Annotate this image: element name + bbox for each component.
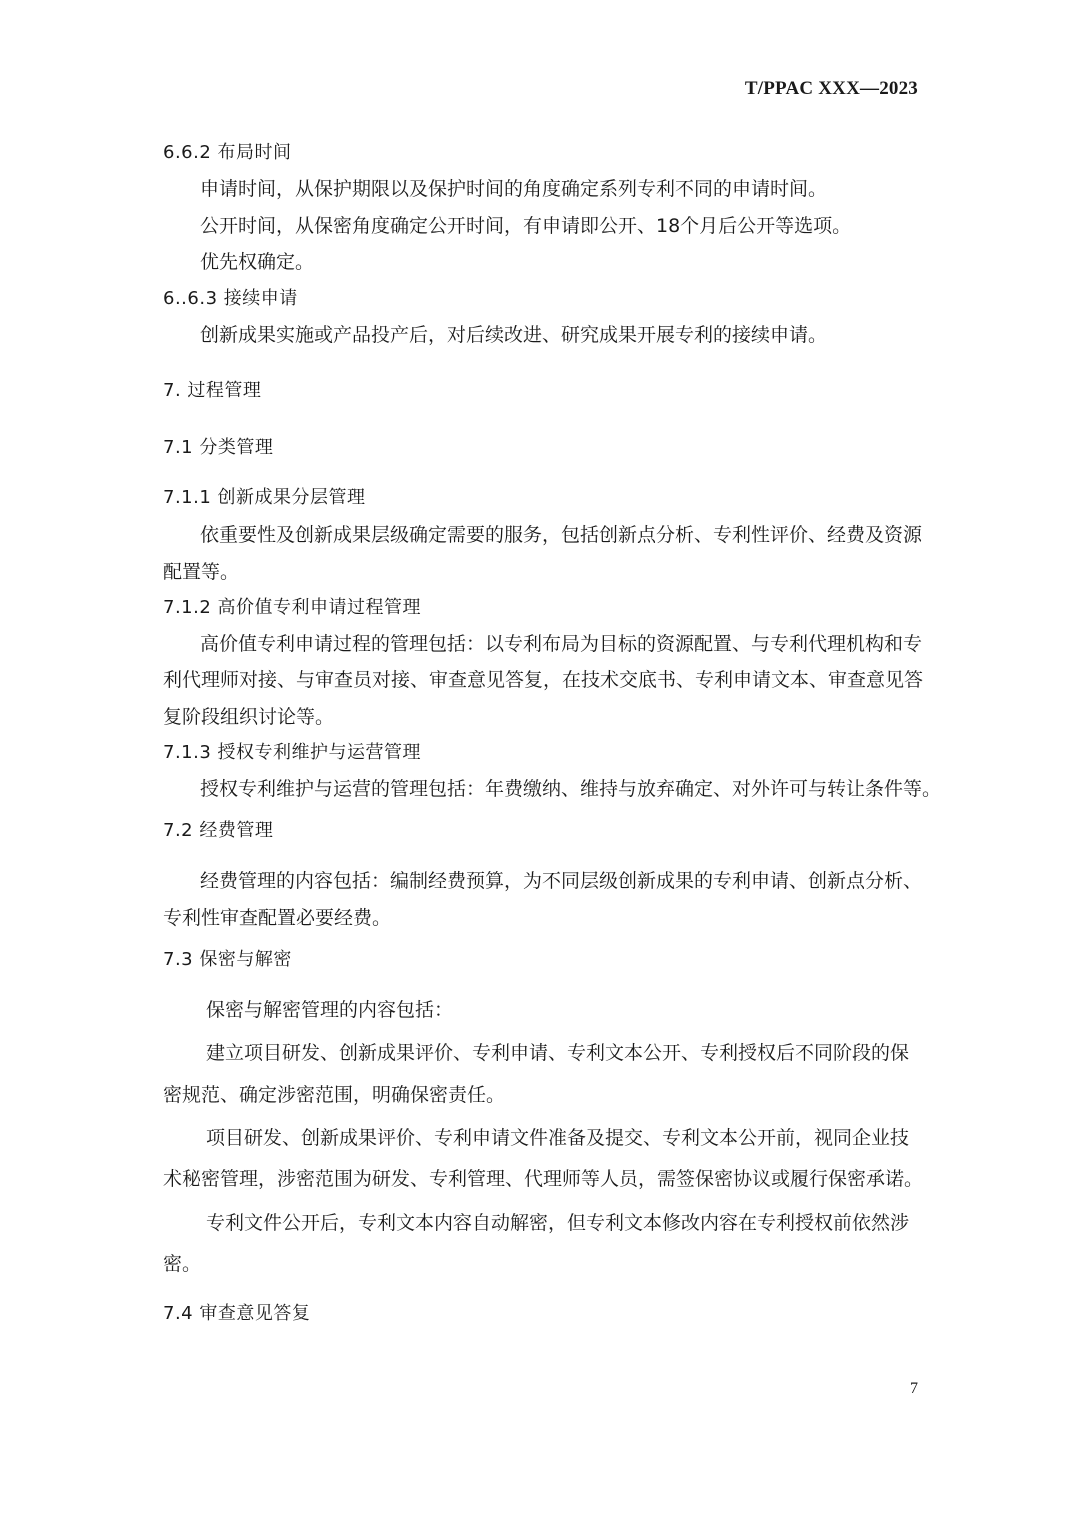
heading-7-1-3: 7.1.3 授权专利维护与运营管理 — [163, 742, 422, 763]
paragraph-line: 申请时间，从保护期限以及保护时间的角度确定系列专利不同的申请时间。 — [200, 178, 828, 200]
paragraph-line: 公开时间，从保密角度确定公开时间，有申请即公开、18个月后公开等选项。 — [200, 215, 852, 237]
paragraph-line: 创新成果实施或产品投产后，对后续改进、研究成果开展专利的接续申请。 — [200, 324, 828, 346]
paragraph-line: 术秘密管理，涉密范围为研发、专利管理、代理师等人员，需签保密协议或履行保密承诺。 — [163, 1168, 924, 1190]
document-code: T/PPAC XXX—2023 — [744, 78, 918, 99]
paragraph-line: 配置等。 — [163, 561, 240, 583]
heading-6-6-2: 6.6.2 布局时间 — [163, 142, 292, 163]
heading-7-4: 7.4 审查意见答复 — [163, 1303, 311, 1324]
heading-7-2: 7.2 经费管理 — [163, 820, 274, 841]
paragraph-line: 专利文件公开后，专利文本内容自动解密，但专利文本修改内容在专利授权前依然涉 — [206, 1212, 910, 1234]
paragraph-line: 利代理师对接、与审查员对接、审查意见答复，在技术交底书、专利申请文本、审查意见答 — [163, 669, 924, 691]
paragraph-line: 复阶段组织讨论等。 — [163, 706, 335, 728]
paragraph-line: 建立项目研发、创新成果评价、专利申请、专利文本公开、专利授权后不同阶段的保 — [206, 1042, 910, 1064]
heading-7-3: 7.3 保密与解密 — [163, 949, 292, 970]
paragraph-line: 依重要性及创新成果层级确定需要的服务，包括创新点分析、专利性评价、经费及资源 — [200, 524, 923, 546]
paragraph-line: 高价值专利申请过程的管理包括：以专利布局为目标的资源配置、与专利代理机构和专 — [200, 633, 923, 655]
paragraph-line: 优先权确定。 — [200, 251, 315, 273]
heading-7: 7. 过程管理 — [163, 380, 262, 401]
heading-7-1: 7.1 分类管理 — [163, 437, 274, 458]
heading-6-6-3: 6..6.3 接续申请 — [163, 288, 298, 309]
paragraph-line: 项目研发、创新成果评价、专利申请文件准备及提交、专利文本公开前，视同企业技 — [206, 1127, 910, 1149]
paragraph-line: 专利性审查配置必要经费。 — [163, 907, 392, 929]
paragraph-line: 保密与解密管理的内容包括： — [206, 999, 454, 1021]
paragraph-line: 经费管理的内容包括：编制经费预算，为不同层级创新成果的专利申请、创新点分析、 — [200, 870, 923, 892]
paragraph-line: 密。 — [163, 1253, 202, 1275]
paragraph-line: 密规范、确定涉密范围，明确保密责任。 — [163, 1084, 506, 1106]
paragraph-line: 授权专利维护与运营的管理包括：年费缴纳、维持与放弃确定、对外许可与转让条件等。 — [200, 778, 942, 800]
heading-7-1-2: 7.1.2 高价值专利申请过程管理 — [163, 597, 422, 618]
heading-7-1-1: 7.1.1 创新成果分层管理 — [163, 487, 366, 508]
page-number: 7 — [910, 1380, 918, 1397]
